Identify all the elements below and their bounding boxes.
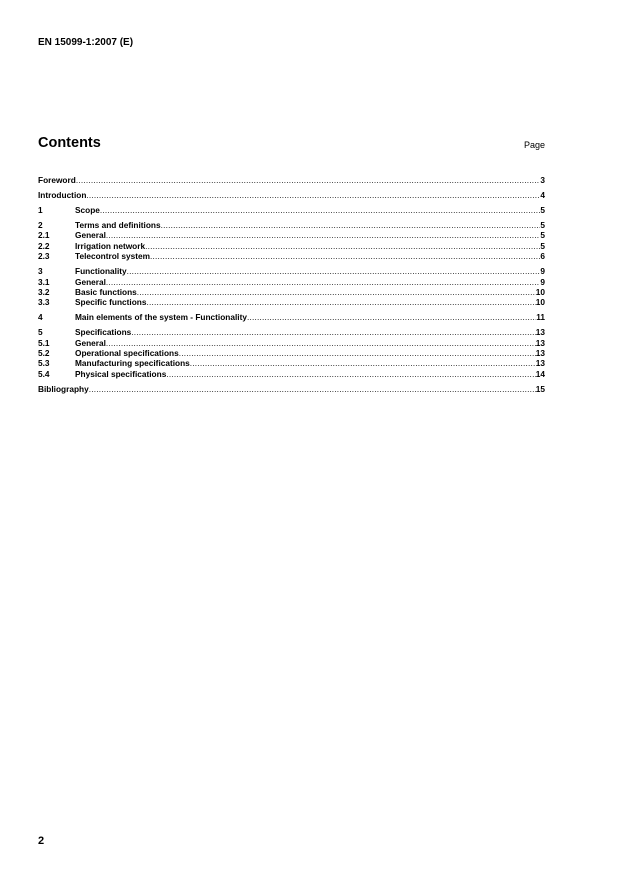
toc-entry-label: Telecontrol system — [75, 251, 151, 262]
toc-entry-page: 11 — [536, 312, 545, 323]
page-number: 2 — [38, 835, 45, 847]
document-id-header: EN 15099-1:2007 (E) — [38, 37, 134, 48]
toc-entry-page: 9 — [540, 276, 545, 287]
toc-entry-page: 10 — [535, 297, 545, 308]
toc-entry-page: 5 — [540, 219, 545, 230]
toc-entry-bibliography[interactable] — [38, 384, 545, 394]
toc-entry-page: 13 — [535, 348, 545, 359]
toc-entry-label: Main elements of the system - Functionality — [75, 312, 247, 323]
table-of-contents — [38, 175, 545, 394]
leader-dots — [150, 251, 540, 261]
toc-entry-number: 2 — [38, 219, 43, 230]
toc-entry-number: 3.1 — [38, 276, 50, 287]
toc-entry-page: 10 — [535, 286, 545, 297]
page-column-label: Page — [523, 140, 545, 150]
toc-entry-label: General — [75, 337, 106, 348]
leader-dots — [166, 369, 535, 379]
toc-entry-number: 5.4 — [38, 368, 50, 379]
leader-dots — [145, 241, 540, 251]
toc-entry-page: 14 — [535, 368, 545, 379]
toc-entry-label: Specifications — [75, 327, 132, 338]
toc-entry-label: Manufacturing specifications — [75, 358, 190, 369]
toc-entry-page: 4 — [540, 189, 545, 200]
toc-entry-label: Basic functions — [75, 286, 137, 297]
leader-dots — [100, 205, 540, 215]
leader-dots — [247, 312, 536, 322]
leader-dots — [106, 230, 540, 240]
leader-dots — [146, 297, 535, 307]
leader-dots — [190, 358, 536, 368]
leader-dots — [76, 175, 541, 185]
toc-entry-number: 1 — [38, 204, 43, 215]
toc-entry-label: General — [75, 276, 106, 287]
toc-entry-label: Bibliography — [38, 383, 89, 394]
toc-entry-manufacturing-specifications[interactable] — [38, 358, 545, 368]
toc-entry-irrigation-network[interactable] — [38, 241, 545, 251]
toc-entry-5-1-general[interactable] — [38, 338, 545, 348]
toc-entry-label: Specific functions — [75, 297, 147, 308]
contents-title: Contents — [38, 135, 101, 151]
toc-entry-number: 2.3 — [38, 251, 50, 262]
toc-entry-specifications[interactable] — [38, 327, 545, 337]
leader-dots — [89, 384, 536, 394]
toc-entry-label: Foreword — [38, 175, 76, 185]
toc-entry-number: 5 — [38, 327, 43, 338]
toc-entry-page: 5 — [540, 204, 545, 215]
toc-entry-scope[interactable] — [38, 205, 545, 215]
toc-entry-page: 15 — [535, 383, 545, 394]
toc-entry-number: 5.3 — [38, 358, 50, 369]
leader-dots — [106, 338, 536, 348]
toc-entry-number: 3.2 — [38, 286, 50, 297]
leader-dots — [127, 266, 541, 276]
toc-entry-introduction[interactable] — [38, 190, 545, 200]
toc-entry-terms-and-definitions[interactable] — [38, 220, 545, 230]
toc-entry-label: Functionality — [75, 266, 127, 277]
toc-entry-label: Terms and definitions — [75, 219, 161, 230]
leader-dots — [131, 327, 536, 337]
toc-entry-telecontrol-system[interactable] — [38, 251, 545, 261]
toc-entry-page: 9 — [540, 266, 545, 277]
toc-entry-page: 3 — [540, 175, 545, 185]
toc-entry-specific-functions[interactable] — [38, 297, 545, 307]
toc-entry-page: 6 — [540, 251, 545, 262]
toc-entry-label: Operational specifications — [75, 348, 179, 359]
toc-entry-3-1-general[interactable] — [38, 277, 545, 287]
toc-entry-number: 5.1 — [38, 337, 50, 348]
toc-entry-page: 13 — [535, 337, 545, 348]
toc-entry-label: Introduction — [38, 189, 87, 200]
toc-entry-page: 5 — [540, 230, 545, 241]
toc-entry-physical-specifications[interactable] — [38, 369, 545, 379]
toc-entry-page: 13 — [535, 327, 545, 338]
toc-entry-number: 3.3 — [38, 297, 50, 308]
leader-dots — [161, 220, 541, 230]
toc-entry-basic-functions[interactable] — [38, 287, 545, 297]
toc-entry-number: 4 — [38, 312, 43, 323]
leader-dots — [86, 190, 540, 200]
leader-dots — [179, 348, 536, 358]
toc-entry-page: 13 — [535, 358, 545, 369]
toc-entry-number: 2.2 — [38, 240, 50, 251]
leader-dots — [137, 287, 536, 297]
toc-entry-label: Irrigation network — [75, 240, 146, 251]
toc-entry-number: 3 — [38, 266, 43, 277]
toc-entry-operational-specifications[interactable] — [38, 348, 545, 358]
toc-entry-label: Scope — [75, 204, 100, 215]
toc-entry-functionality[interactable] — [38, 266, 545, 276]
toc-entry-number: 2.1 — [38, 230, 50, 241]
toc-entry-page: 5 — [540, 240, 545, 251]
toc-entry-main-elements[interactable] — [38, 312, 545, 322]
toc-entry-foreword[interactable] — [38, 175, 545, 185]
toc-entry-label: Physical specifications — [75, 368, 167, 379]
toc-entry-number: 5.2 — [38, 348, 50, 359]
leader-dots — [106, 277, 540, 287]
toc-entry-2-1-general[interactable] — [38, 230, 545, 240]
toc-entry-label: General — [75, 230, 106, 241]
